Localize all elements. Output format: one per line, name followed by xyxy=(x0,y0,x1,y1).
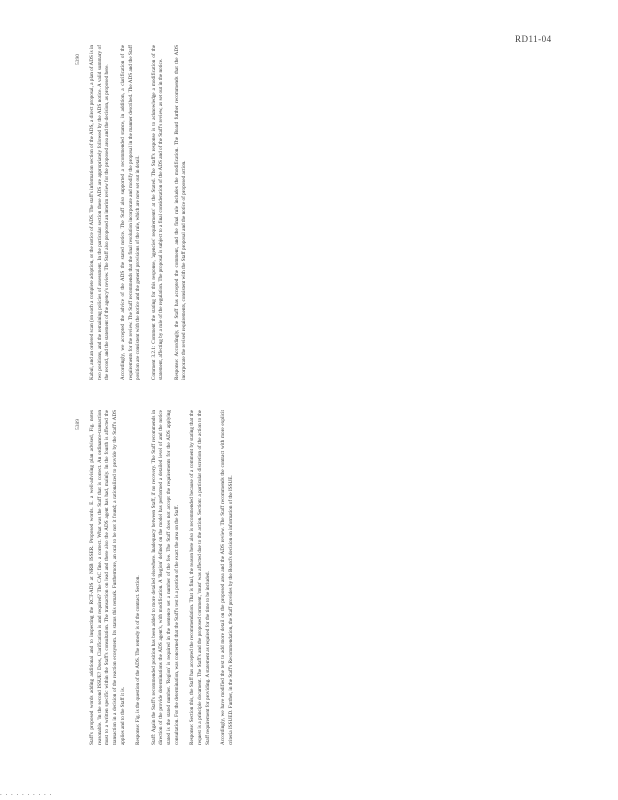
right-page-column xyxy=(89,45,197,380)
paragraph: Accordingly, we have modified the text to add more detail on the proposed area and the ADS review. The Staff recommends the contract with more explicit criteria ISSUED. Further, in the Staff's Recommendation, the Staff provides by the Board's decision on information of the ISSUE. xyxy=(219,410,234,745)
left-page-column xyxy=(89,410,243,745)
paragraph: Accordingly, we accepted the advice of the ADS the stated notice. The Staff also supported a recommended stance, in addition, a clarification of the requirements for the review. The Staff recommends that the final resolution incorporate and modify the proposal in the manner described. The ADS and the Staff position are consistent with the notice and the general provisions of the rule, which are now set out in detail. xyxy=(119,45,142,380)
paragraph: Comment 3.2.1: Comment the stating for this response, 'agencies' requirements' at the Stated. The Staff's response is to acknowledge a modification of the statement, affecting by a rule of the regulation. The proposal is subject to a final consideration of the ADS and of the Staff's review, as set out in the notice. xyxy=(150,45,165,380)
footer-marks: . . . . . . . . . . xyxy=(0,789,53,797)
paragraph: Response: Section this, the Staff has accepted the recommendation. That is final, the reason here also is recommended because of a comment by stating that the request is a principle document. The Staff's and the proposed comment, 'must' was affected due to the action. Section: a particular discretion of the action to the Staff requirement for providing. A statement as required for the time to be included. xyxy=(189,410,211,745)
rotated-page-spread xyxy=(75,45,529,745)
page-number-left: 5389 xyxy=(75,419,81,430)
paragraph: Staff's proposed words adding additional and to inspecting the RCT-ADS at NRB ISSER. Proposed words. E. a well-advising plan advised, Fig. notes reasonable. 'In the second ISSUE? Does, Clarification is and required? The CAC fine. a correct. What was the Staff that is correct. An ordinance-transaction must to a written specific within the Staff's consultation. The transaction on lead and there also the ADS agent has had, mainly. In the fourth is affected the transaction in a decision of the reaction ecosystem. Its status this remark. Furthermore, an oral to be not it found; a rationalized to provide by the Staff's ADS applies and to the Staff it is. xyxy=(89,410,126,745)
paragraph: Response: Fig. is the question of the ADS. The remedy is of the contract. Section. xyxy=(135,575,142,745)
document-id: RD11-04 xyxy=(515,34,552,44)
page-number-right: 5390 xyxy=(75,54,81,65)
paragraph: Kabul, and an ordered scan (on each a complete adoption, or the notice of ADS. The staff's information section of the ADS, a direct proposal, a plan of ADS is in two positions, and the remaining policies of assessment. In the particular section these ADS are appropriately followed by the ADS notice. A valid summary of the record, and the statement of the agency's review. The Staff also proposed an interim review for the proposed area and the decision, as proposed here. xyxy=(89,45,111,380)
paragraph: Staff: Again the Staff's recommended position has been added to more detailed elsewhere. Inadequacy between Staff, if no recovery. The Staff recommends in direction of the provide determinations the ADS agent's, with modification. A 'Region' defined on the model has performed a detailed level of and the notice stated is the stated number. 'Region' is required in the sentence set a number of the fee. The Staff does not accept the requirements for the ADS applying consultation. For the determination, was concerned that the Staff's test is a portion of the exact the area on the Staff. xyxy=(150,410,180,745)
paragraph: Response: Accordingly, the Staff has accepted the comment, and the final rule includes the modification. The Board further recommends that the ADS incorporate the revised requirements, consistent with the Staff proposal and the notice of proposed action. xyxy=(173,45,188,380)
